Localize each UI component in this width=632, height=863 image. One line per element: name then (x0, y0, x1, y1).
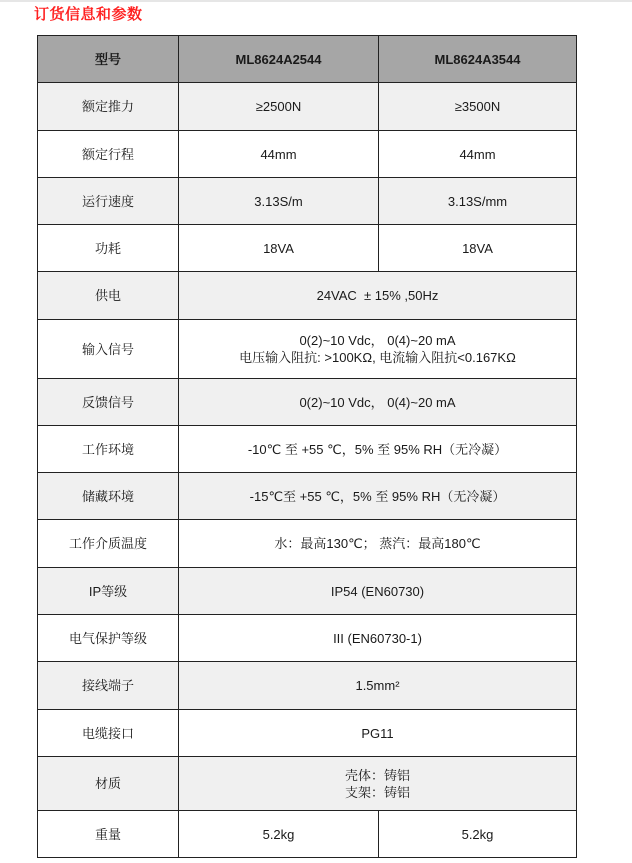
row-value (179, 757, 577, 811)
row-label: 材质 (38, 757, 179, 811)
table-row (38, 131, 577, 178)
table-row (38, 615, 577, 662)
row-value-line: 0(2)~10 Vdc， 0(4)~20 mA (299, 333, 456, 348)
row-value-1: 5.2kg (179, 811, 379, 858)
page-top-edge (0, 0, 632, 2)
header-model-1: ML8624A2544 (179, 36, 379, 83)
row-value (179, 320, 577, 379)
row-value: 水：最高130℃； 蒸汽：最高180℃ (179, 520, 577, 568)
row-value-2: 5.2kg (379, 811, 577, 858)
row-label: IP等级 (38, 568, 179, 615)
row-label: 储藏环境 (38, 473, 179, 520)
row-value-2: ≥3500N (379, 83, 577, 131)
spec-table (37, 35, 577, 858)
row-value: III (EN60730-1) (179, 615, 577, 662)
row-value: -10℃ 至 +55 ℃，5% 至 95% RH（无冷凝） (179, 426, 577, 473)
row-label: 工作介质温度 (38, 520, 179, 568)
row-value: 24VAC ± 15% ,50Hz (179, 272, 577, 320)
row-value-2: 18VA (379, 225, 577, 272)
row-value: 0(2)~10 Vdc， 0(4)~20 mA (179, 379, 577, 426)
row-value-1: 44mm (179, 131, 379, 178)
table-row (38, 568, 577, 615)
table-row (38, 811, 577, 858)
table-row (38, 225, 577, 272)
row-value-2: 3.13S/mm (379, 178, 577, 225)
section-title: 订货信息和参数 (34, 6, 143, 23)
header-label: 型号 (38, 36, 179, 83)
row-value-1: 3.13S/m (179, 178, 379, 225)
row-label: 电气保护等级 (38, 615, 179, 662)
row-label: 功耗 (38, 225, 179, 272)
row-label: 反馈信号 (38, 379, 179, 426)
table-row (38, 426, 577, 473)
row-value: IP54 (EN60730) (179, 568, 577, 615)
row-value: -15℃至 +55 ℃，5% 至 95% RH（无冷凝） (179, 473, 577, 520)
row-value-1: ≥2500N (179, 83, 379, 131)
row-label: 供电 (38, 272, 179, 320)
table-row (38, 710, 577, 757)
table-row (38, 520, 577, 568)
table-row (38, 473, 577, 520)
row-label: 额定推力 (38, 83, 179, 131)
row-label: 工作环境 (38, 426, 179, 473)
table-row (38, 178, 577, 225)
row-value-line: 支架：铸铝 (344, 784, 410, 800)
header-model-2: ML8624A3544 (379, 36, 577, 83)
row-label: 重量 (38, 811, 179, 858)
row-value-1: 18VA (179, 225, 379, 272)
table-row (38, 320, 577, 379)
row-value: 1.5mm² (179, 662, 577, 710)
row-label: 额定行程 (38, 131, 179, 178)
table-row (38, 83, 577, 131)
row-value-line: 电压输入阻抗: >100KΩ, 电流输入阻抗<0.167KΩ (239, 350, 516, 365)
row-value-line: 壳体：铸铝 (344, 767, 410, 783)
table-row (38, 272, 577, 320)
table-row (38, 662, 577, 710)
row-label: 输入信号 (38, 320, 179, 379)
row-value-2: 44mm (379, 131, 577, 178)
table-row (38, 379, 577, 426)
row-value: PG11 (179, 710, 577, 757)
table-row (38, 757, 577, 811)
row-label: 运行速度 (38, 178, 179, 225)
table-header-row (38, 36, 577, 83)
row-label: 接线端子 (38, 662, 179, 710)
row-label: 电缆接口 (38, 710, 179, 757)
